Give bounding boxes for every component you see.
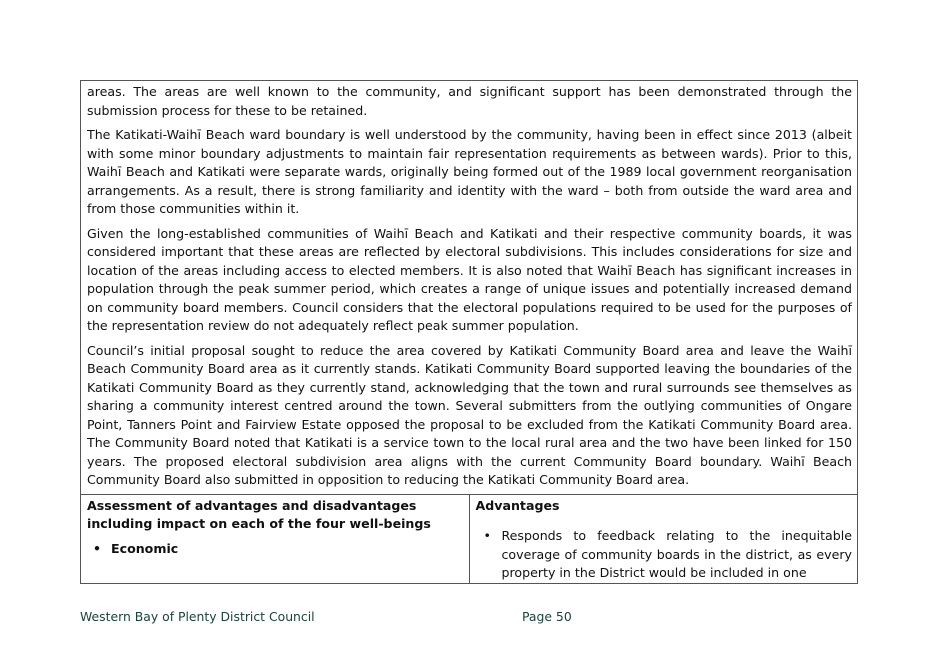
bullet-icon: • — [483, 528, 491, 543]
paragraph: areas. The areas are well known to the community, and significant support has been demonstrated through the submission process for these to be retained. — [87, 84, 852, 118]
content-table — [80, 80, 858, 584]
list-item — [483, 527, 853, 583]
paragraph: Council’s initial proposal sought to reduce the area covered by Katikati Community Board area and leave the Waihī Beach Community Board area as it currently stands. Katikati Community Board supported leaving the boundaries of the Katikati Community Board as they currently stand, acknowledging that the town and rural surrounds see themselves as sharing a community interest centred around the town. Several submitters from the outlying communities of Ongare Point, Tanners Point and Fairview Estate opposed the proposal to be excluded from the Katikati Community Board area. The Community Board noted that Katikati is a service town to the local rural area and the two have been linked for 150 years. The proposed electoral subdivision area aligns with the current Community Board boundary. Waihī Beach Community Board also submitted in opposition to reducing the Katikati Community Board area. — [87, 342, 852, 487]
list-item — [93, 540, 465, 559]
advantages-list — [476, 527, 853, 583]
bullet-icon: • — [93, 540, 102, 556]
assessment-heading: Assessment of advantages and disadvantages including impact on each of the four well-beings — [87, 497, 431, 531]
footer-organisation: Western Bay of Plenty District Council — [80, 609, 315, 624]
list-item-label: Responds to feedback relating to the inequitable coverage of community boards in the district, as every property in the District would be included in one — [501, 528, 852, 580]
advantages-cell — [469, 494, 858, 583]
assessment-cell — [81, 494, 470, 583]
body-row — [81, 81, 858, 495]
list-item-label: Economic — [111, 540, 179, 556]
advantages-heading: Advantages — [475, 497, 560, 513]
body-cell — [81, 81, 858, 495]
page-number: Page 50 — [522, 609, 572, 624]
paragraph: Given the long-established communities of Waihī Beach and Katikati and their respective community boards, it was considered important that these areas are reflected by electoral subdivisions. This includes considerations for size and location of the areas including access to elected members. It is also noted that Waihī Beach has significant increases in population through the peak summer period, which creates a range of unique issues and potentially increased demand on community board members. Council considers that the electoral populations required to be used for the purposes of the representation review do not adequately reflect peak summer population. — [87, 225, 852, 333]
paragraph: The Katikati-Waihī Beach ward boundary is well understood by the community, having been in effect since 2013 (albeit with some minor boundary adjustments to maintain fair representation requirements as between wards). Prior to this, Waihī Beach and Katikati were separate wards, originally being formed out of the 1989 local government reorganisation arrangements. As a result, there is strong familiarity and identity with the ward – both from outside the ward area and from those communities within it. — [87, 127, 852, 216]
assessment-row — [81, 494, 858, 583]
assessment-list — [87, 540, 465, 559]
